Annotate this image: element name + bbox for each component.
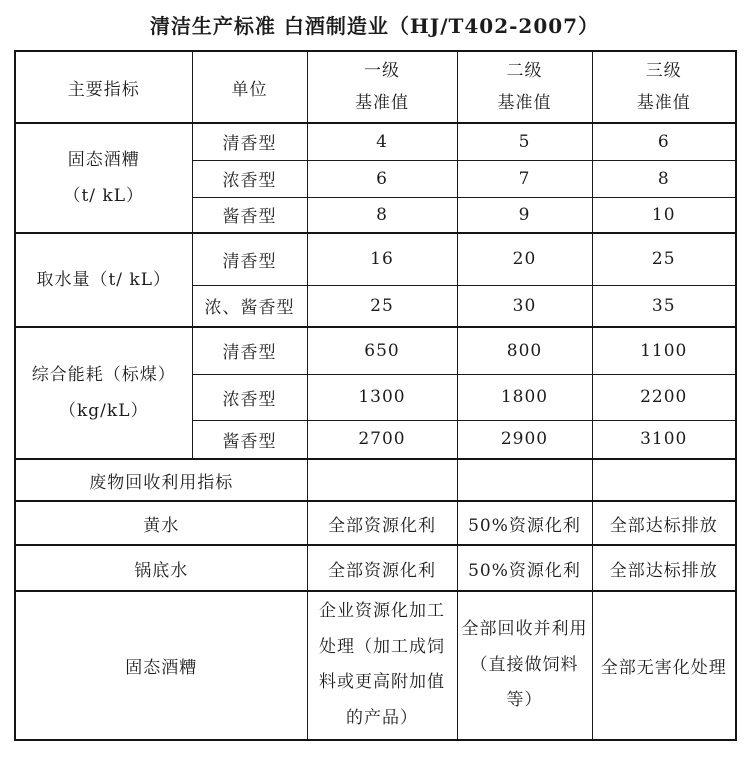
- value-cell-level3: 全部达标排放: [592, 501, 736, 545]
- header-level3-line2: 基准值: [636, 93, 691, 113]
- value-cell-level1: 4: [307, 123, 457, 160]
- value-cell-level1: 8: [307, 197, 457, 233]
- value-cell-level3: 2200: [592, 374, 736, 420]
- indicator-line2: （kg/kL）: [58, 401, 149, 421]
- page-title: 清洁生产标准 白酒制造业（HJ/T402-2007）: [149, 14, 600, 38]
- header-row: [15, 51, 736, 123]
- indicator-cell-water-intake: [15, 233, 192, 327]
- value-cell-level3: [592, 459, 736, 501]
- value-cell-level3: 1100: [592, 327, 736, 374]
- indicator-cell-solid-distillers-grains: [15, 123, 192, 233]
- header-cell-level2: [457, 51, 592, 123]
- unit-cell: 清香型: [192, 123, 307, 160]
- value-cell-level1: 25: [307, 285, 457, 327]
- unit-cell: 清香型: [192, 233, 307, 285]
- indicator-line2: （t/ kL）: [63, 186, 145, 206]
- value-cell-level2: 20: [457, 233, 592, 285]
- standards-table: [14, 50, 737, 741]
- value-cell-level1: 2700: [307, 420, 457, 459]
- header-level2-line2: 基准值: [497, 93, 552, 113]
- value-cell-level2: 2900: [457, 420, 592, 459]
- table-row: [15, 123, 736, 160]
- label-cell-yellow-water: 黄水: [15, 501, 307, 545]
- unit-cell: 浓、酱香型: [192, 285, 307, 327]
- header-cell-indicator: 主要指标: [15, 51, 192, 123]
- value-cell-level2: 全部回收并利用（直接做饲料等）: [457, 591, 592, 740]
- value-cell-level1: 16: [307, 233, 457, 285]
- value-cell-level3: 8: [592, 160, 736, 197]
- header-level3-line1: 三级: [645, 61, 682, 81]
- table-row: [15, 501, 736, 545]
- value-cell-level1: 全部资源化利: [307, 501, 457, 545]
- value-cell-level2: 50%资源化利: [457, 545, 592, 591]
- value-cell-level1: 6: [307, 160, 457, 197]
- unit-cell: 浓香型: [192, 374, 307, 420]
- unit-cell: 浓香型: [192, 160, 307, 197]
- header-level2-line1: 二级: [506, 61, 543, 81]
- value-cell-level1: 1300: [307, 374, 457, 420]
- value-cell-level2: 1800: [457, 374, 592, 420]
- header-level1-line2: 基准值: [355, 93, 409, 113]
- table-row: [15, 545, 736, 591]
- value-cell-level2: 9: [457, 197, 592, 233]
- header-cell-level3: [592, 51, 736, 123]
- value-cell-level3: 全部无害化处理: [592, 591, 736, 740]
- value-cell-level1: 企业资源化加工处理（加工成饲料或更高附加值的产品）: [307, 591, 457, 740]
- value-cell-level3: 25: [592, 233, 736, 285]
- label-cell-solid-distillers-grains: 固态酒糟: [15, 591, 307, 740]
- header-cell-unit: 单位: [192, 51, 307, 123]
- value-cell-level2: 800: [457, 327, 592, 374]
- unit-cell: 酱香型: [192, 197, 307, 233]
- value-cell-level1: 全部资源化利: [307, 545, 457, 591]
- value-cell-level2: 30: [457, 285, 592, 327]
- indicator-line1: 综合能耗（标煤）: [31, 365, 176, 385]
- section-label-cell: 废物回收利用指标: [15, 459, 307, 501]
- value-cell-level2: 5: [457, 123, 592, 160]
- value-cell-level1: 650: [307, 327, 457, 374]
- value-cell-level3: 3100: [592, 420, 736, 459]
- indicator-line1: 固态酒糟: [67, 150, 140, 170]
- value-cell-level2: 7: [457, 160, 592, 197]
- value-cell-level3: 全部达标排放: [592, 545, 736, 591]
- table-row: [15, 591, 736, 740]
- section-row: [15, 459, 736, 501]
- value-cell-level3: 6: [592, 123, 736, 160]
- indicator-line1: 取水量（t/ kL）: [36, 270, 172, 290]
- header-cell-level1: [307, 51, 457, 123]
- indicator-cell-energy-consumption: [15, 327, 192, 459]
- value-cell-level3: 35: [592, 285, 736, 327]
- value-cell-level2: 50%资源化利: [457, 501, 592, 545]
- value-cell-level3: 10: [592, 197, 736, 233]
- table-row: [15, 327, 736, 374]
- unit-cell: 酱香型: [192, 420, 307, 459]
- unit-cell: 清香型: [192, 327, 307, 374]
- header-level1-line1: 一级: [364, 61, 400, 81]
- value-cell-level2: [457, 459, 592, 501]
- label-cell-pot-bottom-water: 锅底水: [15, 545, 307, 591]
- value-cell-level1: [307, 459, 457, 501]
- table-row: [15, 233, 736, 285]
